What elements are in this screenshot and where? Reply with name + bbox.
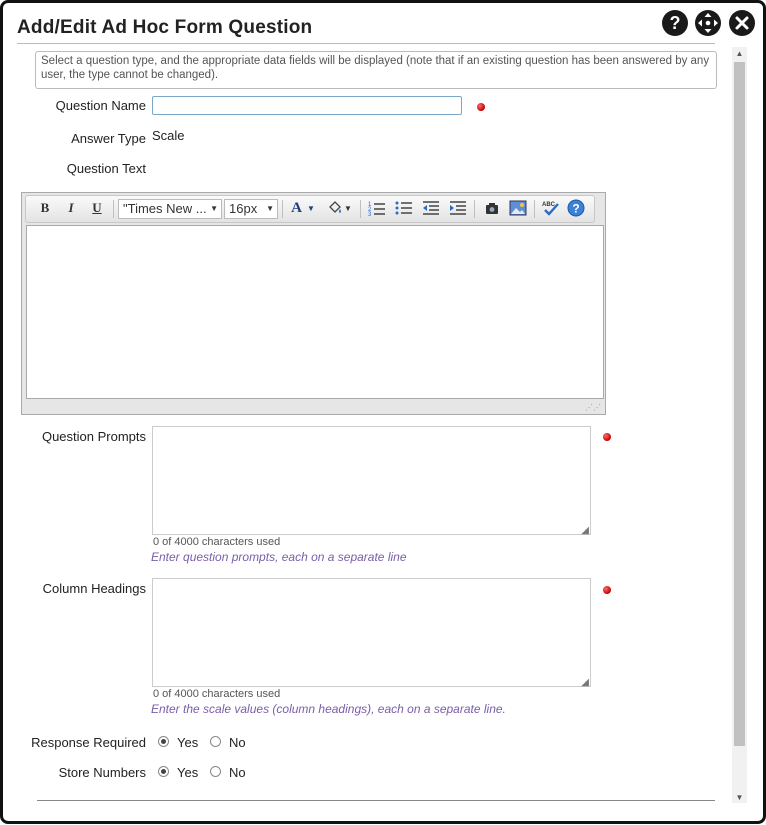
store-numbers-no-label: No: [229, 765, 246, 780]
dialog-title: Add/Edit Ad Hoc Form Question: [17, 17, 313, 38]
numbered-list-button[interactable]: [367, 199, 387, 217]
question-name-input[interactable]: [152, 96, 462, 115]
toolbar-separator: [282, 200, 283, 218]
chevron-down-icon: ▼: [210, 204, 218, 213]
column-headings-char-count: 0 of 4000 characters used: [153, 688, 281, 700]
resize-handle-icon[interactable]: ◢: [581, 525, 589, 536]
column-headings-textarea[interactable]: [152, 578, 591, 687]
camera-icon: [484, 200, 500, 216]
font-color-button[interactable]: [288, 199, 318, 217]
outdent-button[interactable]: [421, 199, 441, 217]
question-prompts-label: Question Prompts: [41, 429, 146, 444]
svg-text:ABC: ABC: [542, 202, 555, 208]
store-numbers-yes-radio[interactable]: [158, 766, 169, 777]
close-icon[interactable]: [729, 10, 755, 36]
bullet-list-icon: [395, 200, 413, 216]
bottom-divider: [37, 800, 715, 801]
picture-icon: [509, 199, 527, 217]
spellcheck-button[interactable]: [540, 199, 562, 217]
svg-text:?: ?: [572, 201, 580, 216]
store-numbers-no-radio[interactable]: [210, 766, 221, 777]
answer-type-label: Answer Type: [71, 131, 146, 146]
store-numbers-yes-label: Yes: [177, 765, 199, 780]
column-headings-label: Column Headings: [42, 581, 146, 596]
response-required-yes-label: Yes: [177, 735, 199, 750]
question-prompts-hint: Enter question prompts, each on a separate line: [151, 550, 407, 564]
insert-image-button[interactable]: [481, 199, 503, 217]
question-text-label: Question Text: [66, 161, 146, 176]
font-family-value: "Times New ...: [123, 201, 207, 216]
answer-type-value: Scale: [152, 128, 185, 143]
toolbar-separator: [474, 200, 475, 218]
store-numbers-label: Store Numbers: [58, 765, 146, 780]
indent-icon: [449, 200, 467, 216]
svg-text:3: 3: [368, 212, 372, 216]
title-divider: [17, 43, 715, 44]
scrollbar-thumb[interactable]: [734, 62, 745, 746]
help-circle-icon: [567, 199, 585, 217]
required-icon: [477, 103, 485, 111]
font-size-value: 16px: [229, 201, 258, 216]
image-gallery-button[interactable]: [507, 199, 529, 217]
font-size-select[interactable]: [224, 199, 278, 219]
editor-help-button[interactable]: [566, 199, 586, 217]
underline-button[interactable]: U: [92, 200, 102, 215]
chevron-down-icon: ▼: [344, 203, 352, 213]
response-required-yes-radio[interactable]: [158, 736, 169, 747]
scroll-up-icon[interactable]: ▲: [735, 48, 744, 58]
paint-bucket-icon: [326, 200, 344, 216]
question-prompts-char-count: 0 of 4000 characters used: [153, 536, 281, 548]
font-family-select[interactable]: [118, 199, 222, 219]
chevron-down-icon: ▼: [266, 204, 274, 213]
help-icon[interactable]: [662, 10, 688, 36]
bullet-list-button[interactable]: [394, 199, 414, 217]
font-color-icon: A: [291, 199, 302, 216]
vertical-scrollbar[interactable]: [732, 47, 747, 803]
toolbar-separator: [534, 200, 535, 218]
response-required-label: Response Required: [31, 735, 146, 750]
toolbar-separator: [360, 200, 361, 218]
outdent-icon: [422, 200, 440, 216]
bold-button[interactable]: B: [40, 200, 50, 215]
move-icon[interactable]: [695, 10, 721, 36]
editor-toolbar: [25, 195, 595, 223]
question-name-label: Question Name: [55, 98, 146, 113]
numbered-list-icon: [368, 200, 386, 216]
rich-text-editor: [21, 192, 606, 415]
info-note: Select a question type, and the appropriate data fields will be displayed (note that if an existing question has been answered by any user, the type cannot be changed).: [35, 51, 717, 89]
response-required-no-label: No: [229, 735, 246, 750]
italic-button[interactable]: I: [68, 200, 74, 215]
response-required-no-radio[interactable]: [210, 736, 221, 747]
required-icon: [603, 586, 611, 594]
svg-text:1: 1: [368, 202, 372, 208]
indent-button[interactable]: [448, 199, 468, 217]
required-icon: [603, 433, 611, 441]
spellcheck-icon: [541, 199, 561, 217]
toolbar-separator: [113, 200, 114, 218]
svg-text:2: 2: [368, 207, 372, 213]
question-text-editor-area[interactable]: [26, 225, 604, 399]
question-prompts-textarea[interactable]: [152, 426, 591, 535]
svg-text:?: ?: [669, 13, 681, 33]
resize-grip-icon[interactable]: ⋰⋰: [585, 403, 601, 412]
highlight-color-button[interactable]: [323, 199, 355, 217]
scroll-down-icon[interactable]: ▼: [735, 792, 744, 802]
resize-handle-icon[interactable]: ◢: [581, 677, 589, 688]
chevron-down-icon: ▼: [306, 203, 315, 213]
column-headings-hint: Enter the scale values (column headings), each on a separate line.: [151, 702, 506, 716]
